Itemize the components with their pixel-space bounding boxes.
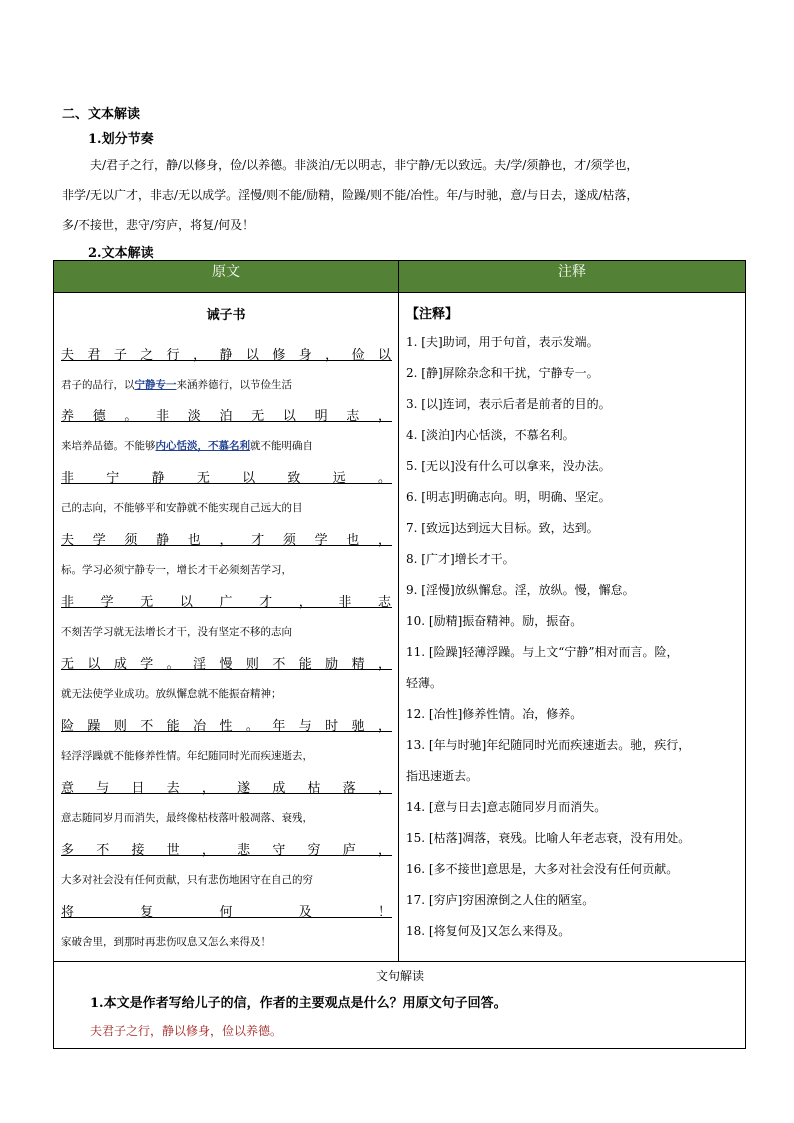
translation-line: 来培养品德。不能够内心恬淡，不慕名利就不能明确自 [61,440,313,452]
section-title: 二、文本解读 [62,107,141,122]
translation-line: 己的志向，不能够平和安静就不能实现自己远大的目 [61,502,303,514]
translation-line: 轻浮浮躁就不能修养性情。年纪随同时光而疾速逝去， [61,750,313,762]
note-item: 11. [险躁]轻薄浮躁。与上文“宁静”相对而言。险， [406,645,679,659]
note-item: 13. [年与时驰]年纪随同时光而疾速逝去。驰，疾行， [406,738,691,752]
subheading-rhythm: 1.划分节奏 [88,132,154,147]
translation-line: 大多对社会没有任何贡献，只有悲伤地困守在自己的穷 [61,874,313,886]
header-original: 原文 [54,261,399,293]
notes-cell [399,293,745,950]
translation-line: 标。学习必须宁静专一，增长才干必须刻苦学习， [61,564,292,576]
note-item: 7. [致远]达到远大目标。致，达到。 [406,521,599,535]
note-item: 16. [多不接世]意思是，大多对社会没有任何贡献。 [406,862,679,876]
translation-line: 意志随同岁月而消失，最终像枯枝落叶般凋落、衰残， [61,812,313,824]
original-line: 养德。非淡泊无以明志， [61,409,392,424]
original-line: 无以成学。淫慢则不能励精， [61,657,392,672]
note-item: 2. [静]屏除杂念和干扰，宁静专一。 [406,366,599,380]
note-item: 指迅速逝去。 [406,769,479,783]
rhythm-line: 非学/无以广才，非志/无以成学。淫慢/则不能/励精，险躁/则不能/冶性。年/与时驰，意/与日去，遂成/枯落， [62,188,639,202]
note-item: 6. [明志]明确志向。明，明确、坚定。 [406,490,611,504]
note-item: 1. [夫]助词，用于句首，表示发端。 [406,335,599,349]
answer-1: 夫君子之行，静以修身，俭以养德。 [90,1024,283,1038]
note-item: 14. [意与日去]意志随同岁月而消失。 [406,800,607,814]
translation-line: 就无法使学业成功。放纵懈怠就不能振奋精神； [61,688,282,700]
subheading-text-reading: 2.文本解读 [88,246,154,261]
note-item: 15. [枯落]凋落，衰残。比喻人年老志衰，没有用处。 [406,831,691,845]
original-line: 险躁则不能冶性。年与时驰， [61,719,392,734]
note-item: 17. [穷庐]穷困潦倒之人住的陋室。 [406,893,595,907]
note-item: 3. [以]连词，表示后者是前者的目的。 [406,397,611,411]
original-text-cell [54,304,398,961]
note-item: 轻薄。 [406,676,443,690]
original-line: 多不接世，悲守穷庐， [61,843,392,858]
note-item: 5. [无以]没有什么可以拿来，没办法。 [406,459,611,473]
original-line: 非学无以广才，非志 [61,595,392,610]
rhythm-paragraph [62,150,742,240]
original-line: 将复何及！ [61,905,392,920]
translation-line: 不刻苦学习就无法增长才干，没有坚定不移的志向 [61,626,292,638]
translation-line: 君子的品行，以宁静专一来涵养德行，以节俭生活 [61,379,292,391]
analysis-cell [54,962,745,1048]
rhythm-line: 夫/君子之行，静/以修身，俭/以养德。非淡泊/无以明志，非宁静/无以致远。夫/学/须静也，才/须学也， [90,158,639,172]
rhythm-line: 多/不接世，悲守/穷庐，将复/何及！ [62,218,255,232]
translation-line: 家破舍里，到那时再悲伤叹息又怎么来得及！ [61,936,271,948]
reading-table [53,260,746,1049]
note-item: 4. [淡泊]内心恬淡，不慕名利。 [406,428,575,442]
original-line: 意与日去，遂成枯落， [61,781,392,796]
analysis-title: 文句解读 [375,969,424,983]
question-1: 1.本文是作者写给儿子的信，作者的主要观点是什么？用原文句子回答。 [90,996,507,1011]
note-item: 18. [将复何及]又怎么来得及。 [406,924,571,938]
note-item: 10. [励精]振奋精神。励，振奋。 [406,614,583,628]
note-item: 8. [广才]增长才干。 [406,552,515,566]
original-line: 夫君子之行，静以修身，俭以 [61,348,392,363]
note-item: 9. [淫慢]放纵懈怠。淫，放纵。慢，懈怠。 [406,583,635,597]
original-line: 非宁静无以致远。 [61,471,392,486]
header-notes: 注释 [399,261,746,293]
note-item: 12. [冶性]修养性情。冶，修养。 [406,707,583,721]
notes-heading: 【注释】 [406,307,459,322]
highlight: 宁静专一 [134,379,177,391]
original-line: 夫学须静也，才须学也， [61,533,392,548]
text-title: 诫子书 [206,308,246,323]
highlight: 内心恬淡，不慕名利 [155,440,250,452]
